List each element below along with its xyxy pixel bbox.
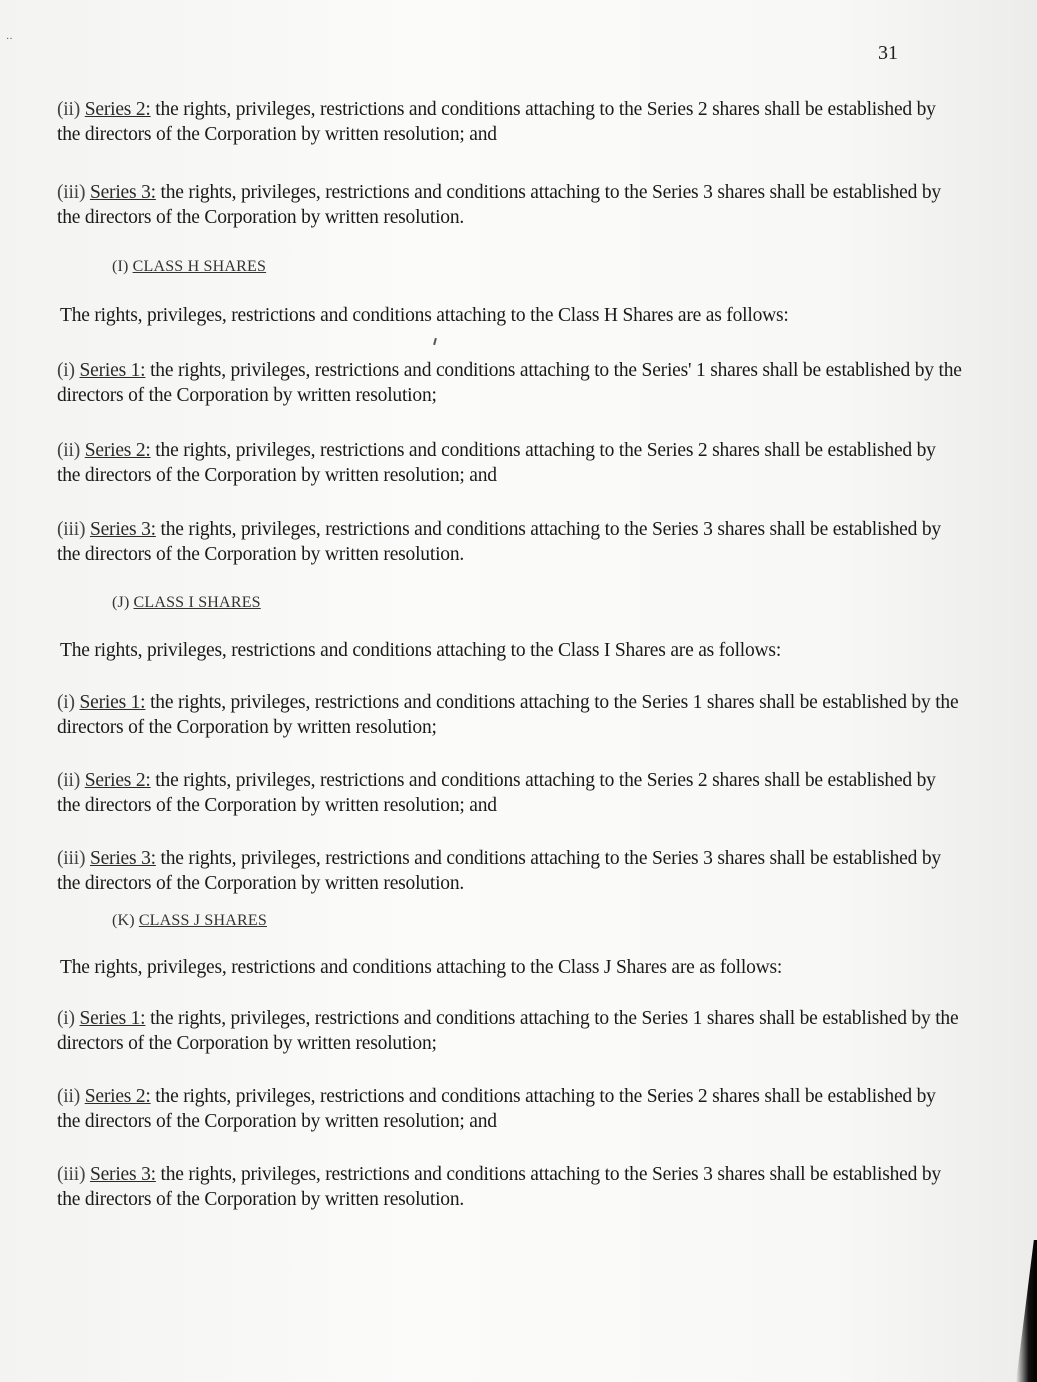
clause-label: (iii) [57, 519, 86, 540]
section-heading [112, 912, 267, 930]
clause-text: the rights, privileges, restrictions and conditions attaching to the Series 2 shares shall be established by the directors of the Corporation by written resolution; and [57, 770, 936, 816]
section-intro: The rights, privileges, restrictions and conditions attaching to the Class I Shares are as follows: [60, 640, 782, 661]
section-title: CLASS I SHARES [133, 594, 261, 611]
section-marker: (K) [112, 912, 135, 929]
clause-text: the rights, privileges, restrictions and conditions attaching to the Series 2 shares shall be established by the directors of the Corporation by written resolution; and [57, 440, 936, 486]
series-title: Series 1: [79, 1008, 146, 1029]
section-title: CLASS J SHARES [138, 912, 267, 929]
section-marker: (J) [112, 594, 130, 611]
section-intro: The rights, privileges, restrictions and conditions attaching to the Class H Shares are as follows: [60, 305, 789, 326]
series-title: Series 2: [84, 99, 151, 120]
clause-text: the rights, privileges, restrictions and conditions attaching to the Series 3 shares shall be established by the directors of the Corporation by written resolution. [57, 519, 941, 565]
clause-paragraph [57, 1006, 962, 1056]
series-title: Series 3: [89, 1164, 156, 1185]
section-marker: (I) [112, 258, 129, 275]
clause-text: the rights, privileges, restrictions and conditions attaching to the Series 1 shares shall be established by the directors of the Corporation by written resolution; [57, 1008, 959, 1054]
scan-artifact: ·· [6, 34, 13, 45]
clause-paragraph [57, 358, 962, 408]
clause-label: (iii) [57, 182, 86, 203]
clause-label: (i) [57, 360, 75, 381]
clause-paragraph [57, 180, 962, 230]
series-title: Series 1: [79, 692, 146, 713]
clause-paragraph [57, 1162, 962, 1212]
clause-text: the rights, privileges, restrictions and conditions attaching to the Series 1 shares shall be established by the directors of the Corporation by written resolution; [57, 692, 959, 738]
clause-label: (iii) [57, 1164, 86, 1185]
clause-text: the rights, privileges, restrictions and conditions attaching to the Series 2 shares shall be established by the directors of the Corporation by written resolution; and [57, 99, 936, 145]
page-number: 31 [878, 42, 898, 64]
section-heading [112, 594, 261, 612]
series-title: Series 1: [79, 360, 146, 381]
clause-text: the rights, privileges, restrictions and conditions attaching to the Series 3 shares shall be established by the directors of the Corporation by written resolution. [57, 848, 941, 894]
clause-label: (ii) [57, 1086, 81, 1107]
clause-paragraph [57, 1084, 962, 1134]
clause-text: the rights, privileges, restrictions and conditions attaching to the Series' 1 shares shall be established by the directors of the Corporation by written resolution; [57, 360, 962, 406]
clause-label: (ii) [57, 440, 81, 461]
clause-label: (i) [57, 692, 75, 713]
series-title: Series 2: [84, 1086, 151, 1107]
series-title: Series 3: [89, 182, 156, 203]
clause-label: (i) [57, 1008, 75, 1029]
series-title: Series 3: [89, 848, 156, 869]
section-heading [112, 258, 266, 276]
clause-paragraph [57, 846, 962, 896]
clause-label: (ii) [57, 99, 81, 120]
page-edge-shadow [1016, 1240, 1037, 1382]
clause-paragraph [57, 768, 962, 818]
series-title: Series 2: [84, 440, 151, 461]
series-title: Series 2: [84, 770, 151, 791]
clause-label: (iii) [57, 848, 86, 869]
clause-paragraph [57, 690, 962, 740]
clause-text: the rights, privileges, restrictions and conditions attaching to the Series 2 shares shall be established by the directors of the Corporation by written resolution; and [57, 1086, 936, 1132]
series-title: Series 3: [89, 519, 156, 540]
stray-mark [433, 338, 437, 345]
section-intro: The rights, privileges, restrictions and conditions attaching to the Class J Shares are as follows: [60, 957, 783, 978]
clause-label: (ii) [57, 770, 81, 791]
clause-text: the rights, privileges, restrictions and conditions attaching to the Series 3 shares shall be established by the directors of the Corporation by written resolution. [57, 1164, 941, 1210]
clause-text: the rights, privileges, restrictions and conditions attaching to the Series 3 shares shall be established by the directors of the Corporation by written resolution. [57, 182, 941, 228]
clause-paragraph [57, 438, 962, 488]
section-title: CLASS H SHARES [132, 258, 267, 275]
clause-paragraph [57, 97, 962, 147]
clause-paragraph [57, 517, 962, 567]
